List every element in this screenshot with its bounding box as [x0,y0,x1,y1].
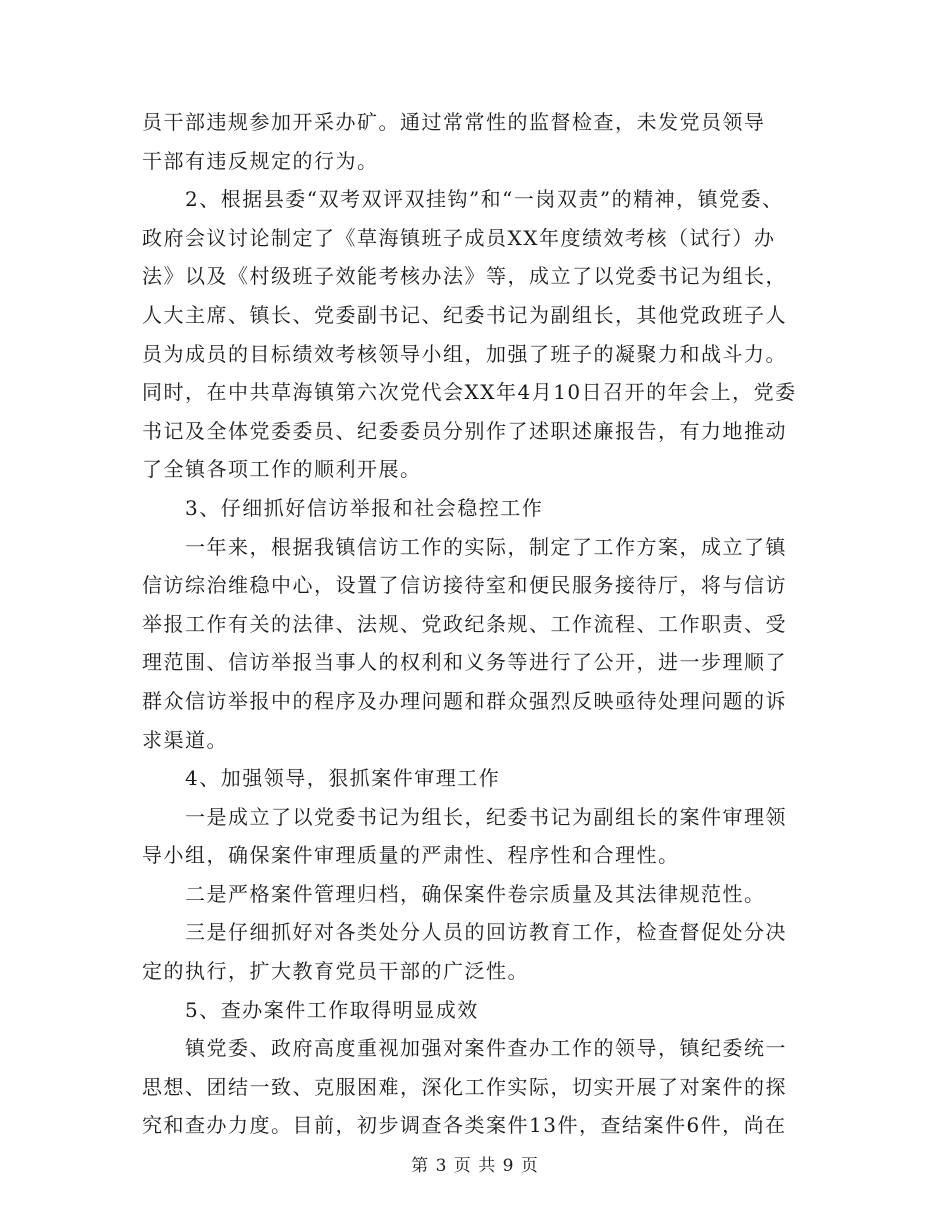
text-line: 员为成员的目标绩效考核领导小组，加强了班子的凝聚力和战斗力。 [142,341,787,366]
text-line: 究和查办力度。目前，初步调查各类案件13件，查结案件6件，尚在 [142,1113,787,1138]
text-line: 了全镇各项工作的顺利开展。 [142,457,422,482]
text-line: 信访综治维稳中心，设置了信访接待室和便民服务接待厅，将与信访 [142,573,787,598]
text-line: 人大主席、镇长、党委副书记、纪委书记为副组长，其他党政班子人 [142,302,787,327]
text-line: 三是仔细抓好对各类处分人员的回访教育工作，检查督促处分决 [185,920,787,945]
text-line: 同时，在中共草海镇第六次党代会XX年4月10日召开的年会上，党委 [142,380,797,405]
text-line: 定的执行，扩大教育党员干部的广泛性。 [142,959,529,984]
text-line: 政府会议讨论制定了《草海镇班子成员XX年度绩效考核（试行）办 [142,225,776,250]
page-footer: 第 3 页 共 9 页 [411,1156,539,1176]
text-line: 思想、团结一致、克服困难，深化工作实际，切实开展了对案件的探 [142,1074,787,1099]
text-line: 一年来，根据我镇信访工作的实际，制定了工作方案，成立了镇 [185,534,787,559]
text-line: 举报工作有关的法律、法规、党政纪条规、工作流程、工作职责、受 [142,611,787,636]
text-line: 理范围、信访举报当事人的权利和义务等进行了公开，进一步理顺了 [142,650,787,675]
text-line: 法》以及《村级班子效能考核办法》等，成立了以党委书记为组长， [142,264,787,289]
text-line: 3、仔细抓好信访举报和社会稳控工作 [185,495,544,520]
text-line: 导小组，确保案件审理质量的严肃性、程序性和合理性。 [142,843,680,868]
text-line: 4、加强领导，狠抓案件审理工作 [185,766,501,791]
text-line: 二是严格案件管理归档，确保案件卷宗质量及其法律规范性。 [185,881,766,906]
text-line: 镇党委、政府高度重视加强对案件查办工作的领导，镇纪委统一 [185,1036,787,1061]
text-line: 书记及全体党委委员、纪委委员分别作了述职述廉报告，有力地推动 [142,418,787,443]
text-line: 一是成立了以党委书记为组长，纪委书记为副组长的案件审理领 [185,804,787,829]
text-line: 干部有违反规定的行为。 [142,148,379,173]
text-line: 群众信访举报中的程序及办理问题和群众强烈反映亟待处理问题的诉 [142,688,787,713]
body-text [142,103,842,1145]
text-line: 求渠道。 [142,727,228,752]
text-line: 5、查办案件工作取得明显成效 [185,997,479,1022]
text-line: 员干部违规参加开采办矿。通过常常性的监督检查，未发党员领导 [142,110,766,134]
text-line: 2、根据县委“双考双评双挂钩”和“一岗双责”的精神，镇党委、 [185,187,784,212]
